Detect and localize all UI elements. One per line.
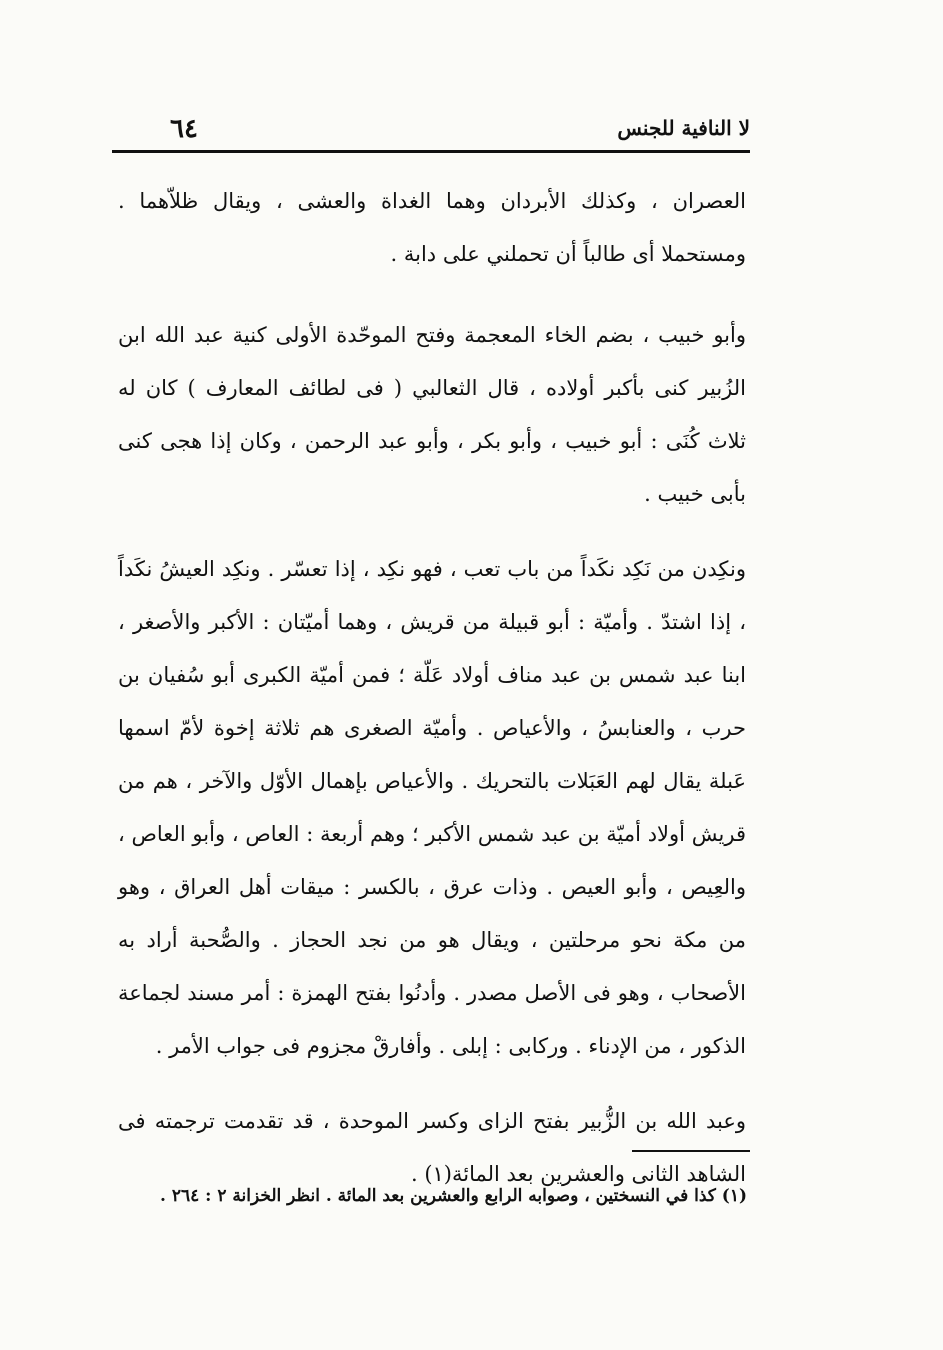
paragraph-1: العصران ، وكذلك الأبردان وهما الغداة والعشى ، ويقال ظلاّهما . ومستحملا أى طالباً أن تحملني على دابة .	[118, 189, 746, 266]
paragraph-4: وعبد الله بن الزُّبير بفتح الزاى وكسر الموحدة ، قد تقدمت ترجمته فى الشاهد الثانى والعشرين بعد المائة(١) .	[118, 1109, 746, 1186]
page-number: ٦٤	[170, 114, 198, 144]
footnote: (١) كذا في النسختين ، وصوابه الرابع والعشرين بعد المائة . انظر الخزانة ٢ : ٢٦٤ .	[159, 1186, 747, 1206]
header-rule	[112, 150, 750, 153]
body-text	[118, 175, 746, 1223]
paragraph-3: ونكِدن من نَكِد نكَداً من باب تعب ، فهو نكِد ، إذا تعسّر . ونكِد العيشُ نكَداً ، إذا اشتدّ . وأميّة : أبو قبيلة من قريش ، وهما أميّتان : الأكبر والأصغر ، ابنا عبد شمس بن عبد مناف أولاد عَلّة ؛ فمن أميّة الكبرى أبو سُفيان بن حرب ، والعنابسُ ، والأعياص . وأميّة الصغرى هم ثلاثة إخوة لأمّ اسمها عَبلة يقال لهم العَبَلات بالتحريك . والأعياص بإهمال الأوّل والآخر ، هم من قريش أولاد أميّة بن عبد شمس الأكبر ؛ وهم أربعة : العاص ، وأبو العاص ، والعِيص ، وأبو العيص . وذات عرق ، بالكسر : ميقات أهل العراق ، وهو من مكة نحو مرحلتين ، ويقال هو من نجد الحجاز . والصُّحبة أراد به الأصحاب ، وهو فى الأصل مصدر . وأدنُوا بفتح الهمزة : أمر مسند لجماعة الذكور ، من الإدناء . وركابى : إبلى . وأفارقْ مجزوم فى جواب الأمر .	[118, 557, 746, 1058]
paragraph-2: وأبو خبيب ، بضم الخاء المعجمة وفتح الموحّدة الأولى كنية عبد الله ابن الزُبير كنى بأكبر أولاده ، قال الثعالبي ( فى لطائف المعارف ) كان له ثلاث كُنَى : أبو خبيب ، وأبو بكر ، وأبو عبد الرحمن ، وكان إذا هجى كنى بأبى خبيب .	[118, 323, 746, 506]
page-header	[112, 108, 750, 148]
running-title: لا النافية للجنس	[617, 116, 750, 140]
footnote-rule	[632, 1150, 750, 1152]
